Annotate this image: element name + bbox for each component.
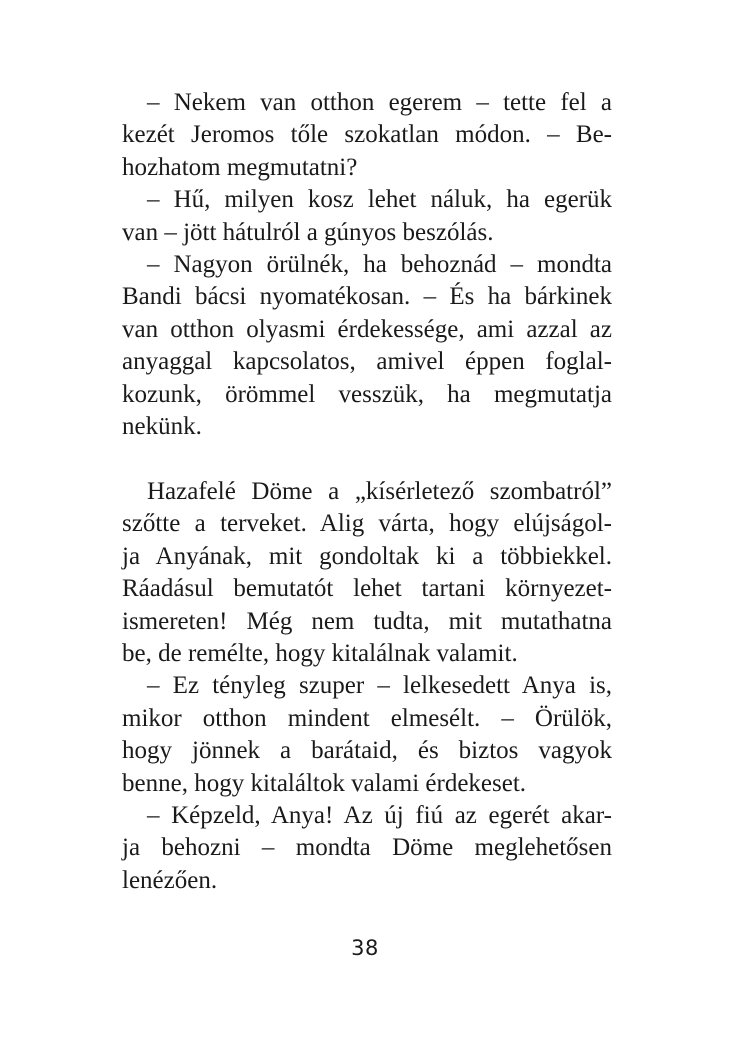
text-line: benne, hogy kitaláltok valami érdekeset.: [122, 769, 527, 797]
text-line: ja behozni – mondta Döme meglehetősen: [122, 834, 612, 862]
text-line: – Ez tényleg szuper – lelkesedett Anya is,: [122, 672, 612, 700]
text-line: – Nagyon örülnék, ha behoznád – mondta: [122, 250, 612, 278]
text-line: – Nekem van otthon egerem – tette fel a: [122, 89, 612, 116]
text-line: Bandi bácsi nyomatékosan. – És ha bárkinek: [122, 283, 612, 311]
page-number: 38: [351, 936, 379, 960]
text-line: lenézően.: [122, 866, 218, 894]
text-line: ismereten! Még nem tudta, mit mutathatna: [122, 607, 612, 635]
text-line: hozhatom megmutatni?: [122, 153, 358, 181]
text-line: kozunk, örömmel vesszük, ha megmutatja: [122, 380, 612, 408]
text-line: nekünk.: [122, 412, 202, 440]
text-line: – Képzeld, Anya! Az új fiú az egerét akar-: [122, 801, 612, 829]
text-line: Hazafelé Döme a „kísérletező szombatról”: [122, 478, 612, 505]
text-block-bottom: [122, 476, 612, 897]
text-line: be, de remélte, hogy kitalálnak valamit.: [122, 639, 518, 667]
text-line: ja Anyának, mit gondoltak ki a többiekkel.: [122, 542, 612, 570]
text-block-top: [122, 87, 612, 443]
text-line: mikor otthon mindent elmesélt. – Örülök,: [122, 704, 612, 732]
text-line: van – jött hátulról a gúnyos beszólás.: [122, 218, 494, 246]
text-line: kezét Jeromos tőle szokatlan módon. – Be-: [122, 121, 612, 149]
text-line: Ráadásul bemutatót lehet tartani környezet-: [122, 575, 612, 603]
text-line: van otthon olyasmi érdekessége, ami azzal az: [122, 315, 612, 343]
text-line: hogy jönnek a barátaid, és biztos vagyok: [122, 737, 612, 765]
text-line: anyaggal kapcsolatos, amivel éppen foglal-: [122, 348, 612, 376]
text-line: szőtte a terveket. Alig várta, hogy elújságol-: [122, 510, 612, 538]
text-line: – Hű, milyen kosz lehet náluk, ha egerük: [122, 186, 612, 214]
